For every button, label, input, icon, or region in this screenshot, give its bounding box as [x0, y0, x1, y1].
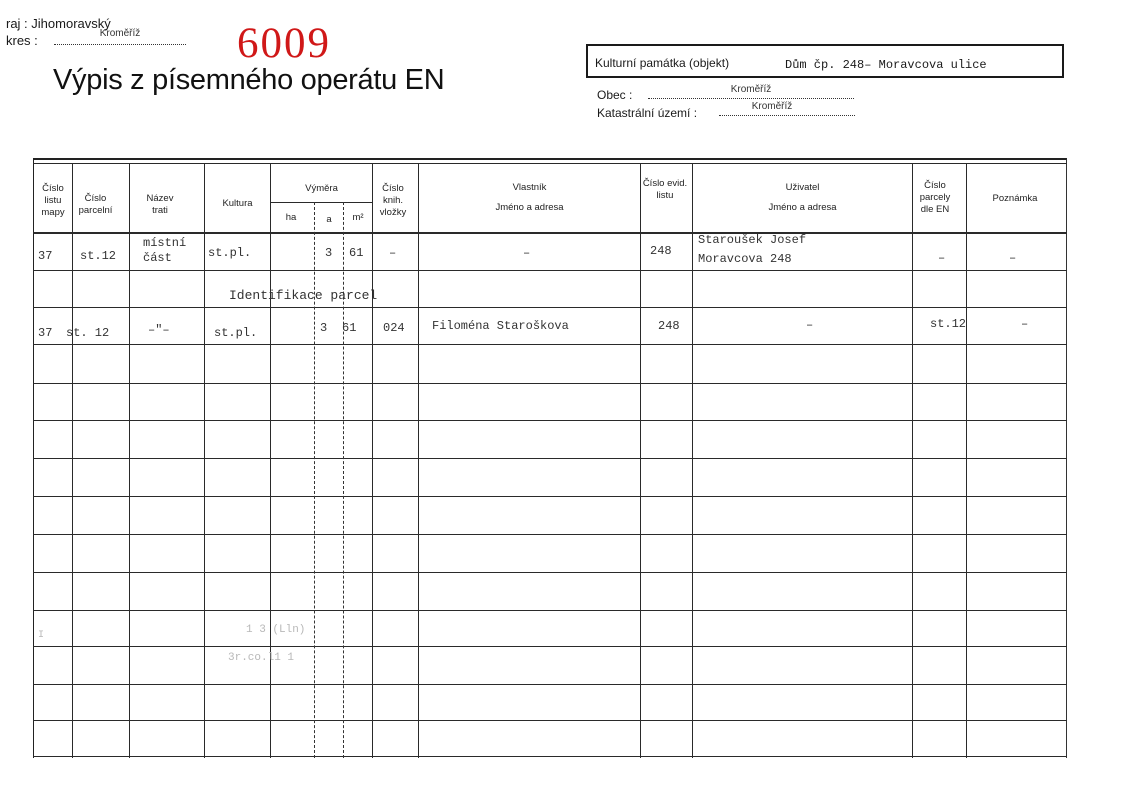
form-number-stamp: 6009 [237, 20, 331, 67]
header-vlastnik: Vlastník [512, 182, 547, 193]
row2-vlastnik: Filoména Staroškova [432, 319, 569, 333]
obec-label: Obec : [597, 88, 633, 102]
row2-a: 3 [320, 321, 328, 335]
header-cislo-knih-vlozky: Číslo knih. vložky [379, 183, 407, 218]
header-uzivatel: Uživatel [785, 182, 820, 193]
row1-en: – [938, 251, 946, 265]
header-poznamka: Poznámka [992, 193, 1038, 204]
row1-a: 3 [325, 246, 333, 260]
header-a: a [326, 214, 332, 225]
header-cislo-listu-mapy: Číslo listu mapy [41, 183, 65, 218]
header-cislo-evid-listu: Číslo evid. listu [642, 178, 688, 201]
row2-evid: 248 [658, 319, 680, 333]
column-rule [129, 163, 130, 758]
identification-label: Identifikace parcel [229, 288, 378, 303]
faint-mark-1: 1 3 (Lln) [246, 624, 306, 636]
vymera-dash-rule [343, 202, 344, 758]
vymera-rule [270, 202, 372, 203]
vymera-dash-rule [314, 202, 315, 758]
header-kultura: Kultura [222, 198, 253, 209]
row2-kultura: st.pl. [214, 326, 258, 340]
column-rule [372, 163, 373, 758]
row1-trat-line2: část [143, 251, 172, 265]
header-nazev-trati: Název trati [146, 193, 174, 216]
column-rule [692, 163, 693, 758]
row1-trat-line1: místní [143, 236, 187, 250]
row2-pozn: – [1021, 317, 1029, 331]
column-rule [640, 163, 641, 758]
row2-vlozka: 024 [383, 321, 405, 335]
okres-value: Kroměříž [54, 28, 186, 45]
row1-uzivatel-line2: Moravcova 248 [698, 252, 792, 266]
row1-parcel: st.12 [80, 249, 117, 263]
row1-vlozka: – [389, 246, 397, 260]
row1-list: 37 [38, 249, 53, 263]
header-uzivatel-sub: Jméno a adresa [768, 202, 837, 213]
row2-en: st.12 [930, 317, 967, 331]
header-cislo-parcelni: Číslo parcelní [78, 193, 113, 216]
header-ha: ha [285, 212, 297, 223]
row2-uzivatel: – [806, 318, 814, 332]
obec-value: Kroměříž [648, 84, 854, 99]
header-cislo-parcely-dle-en: Číslo parcely dle EN [919, 180, 951, 215]
faint-mark-left: I [38, 630, 45, 641]
header-m2: m² [352, 212, 364, 223]
row1-pozn: – [1009, 251, 1017, 265]
kraj-label: raj : Jihomoravský [6, 16, 111, 31]
row1-vlastnik: – [523, 246, 531, 260]
column-rule [204, 163, 205, 758]
column-rule [72, 163, 73, 758]
row1-kultura: st.pl. [208, 246, 252, 260]
row1-evid: 248 [650, 244, 672, 258]
katastralni-value: Kroměříž [719, 101, 855, 116]
row2-list: 37 [38, 326, 53, 340]
okres-label: kres : [6, 33, 38, 48]
page-title: Výpis z písemného operátu EN [53, 64, 445, 96]
row2-m2: 61 [342, 321, 357, 335]
column-rule [270, 163, 271, 758]
row1-uzivatel-line1: Staroušek Josef [698, 233, 807, 247]
katastralni-label: Katastrální území : [597, 106, 698, 120]
column-rule [418, 163, 419, 758]
column-rule [912, 163, 913, 758]
monument-label: Kulturní památka (objekt) [595, 56, 730, 70]
row2-trat: –"– [148, 323, 170, 337]
header-vymera: Výměra [305, 183, 338, 194]
faint-mark-2: 3r.co.l1 1 [228, 652, 295, 664]
row1-m2: 61 [349, 246, 364, 260]
row2-parcel: st. 12 [66, 326, 110, 340]
monument-value: Dům čp. 248– Moravcova ulice [785, 58, 987, 72]
column-rule [966, 163, 967, 758]
header-vlastnik-sub: Jméno a adresa [495, 202, 564, 213]
